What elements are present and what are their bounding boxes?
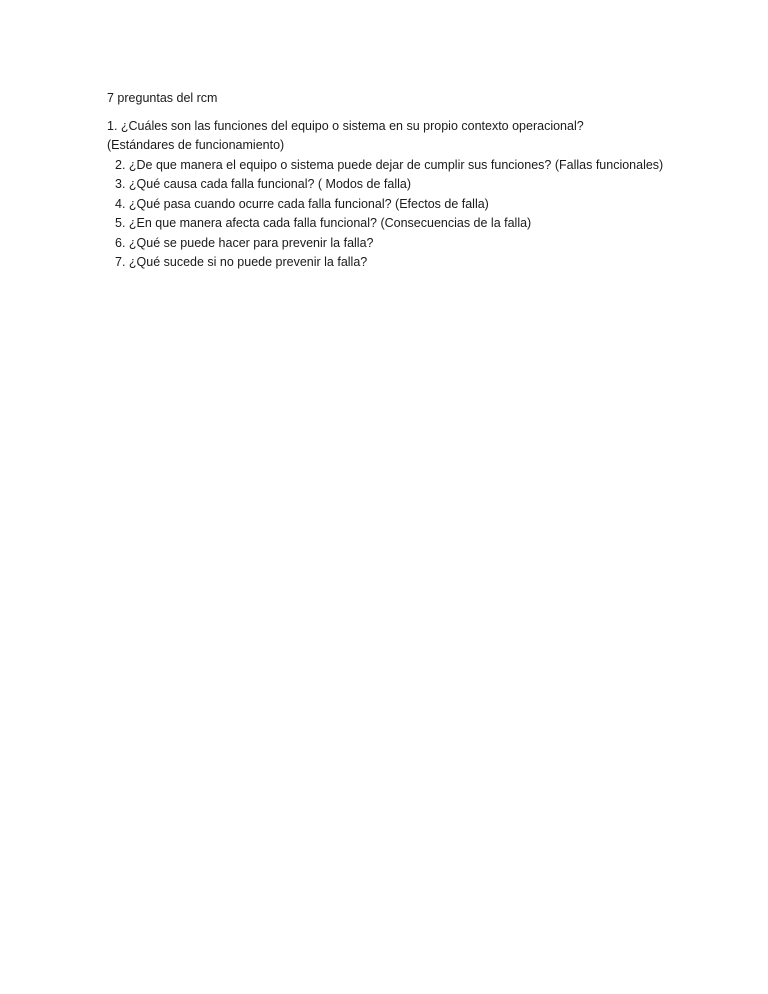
- question-6: 6. ¿Qué se puede hacer para prevenir la falla?: [115, 235, 374, 250]
- question-5: 5. ¿En que manera afecta cada falla funcional? (Consecuencias de la falla): [115, 216, 532, 230]
- question-3: 3. ¿Qué causa cada falla funcional? ( Modos de falla): [115, 177, 412, 191]
- document-title: 7 preguntas del rcm: [107, 91, 218, 105]
- document-body: [107, 89, 687, 273]
- question-2: 2. ¿De que manera el equipo o sistema puede dejar de cumplir sus funciones? (Fallas funcionales): [115, 157, 664, 172]
- question-1: 1. ¿Cuáles son las funciones del equipo o sistema en su propio contexto operacional? (Estándares de funcionamiento): [107, 118, 584, 152]
- question-7: 7. ¿Qué sucede si no puede prevenir la falla?: [115, 255, 368, 269]
- question-4: 4. ¿Qué pasa cuando ocurre cada falla funcional? (Efectos de falla): [115, 196, 489, 211]
